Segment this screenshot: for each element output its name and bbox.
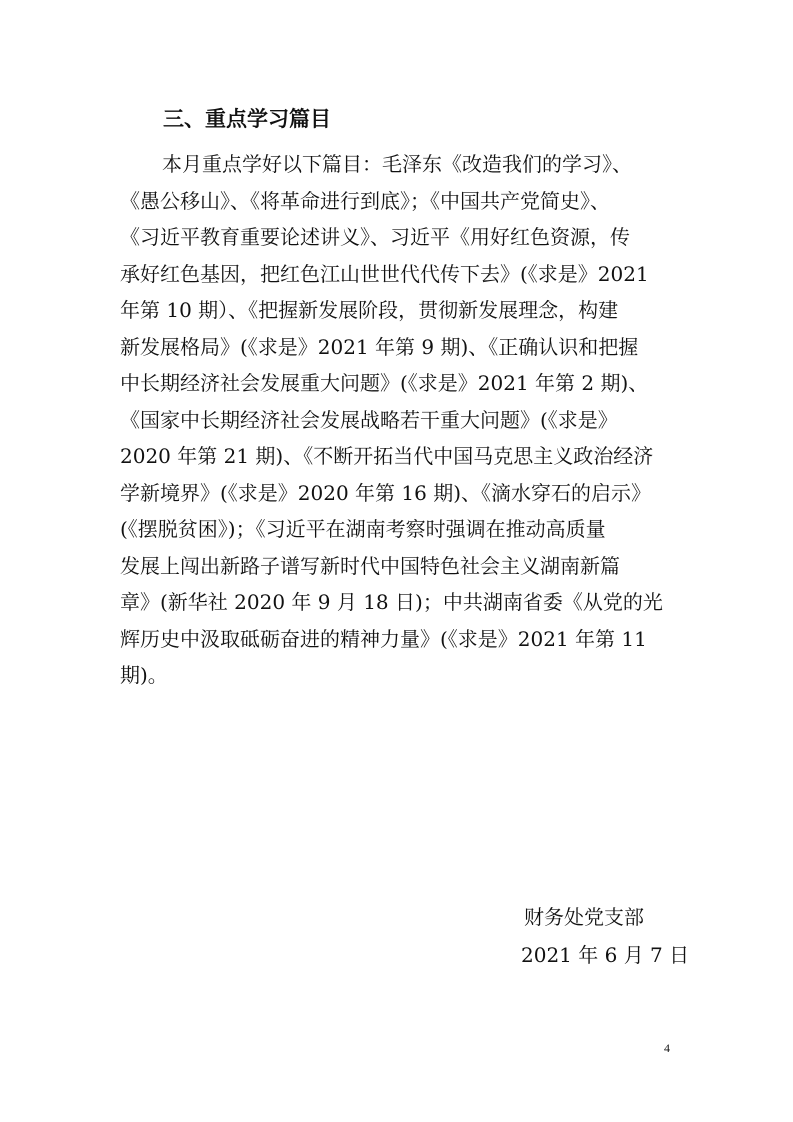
paragraph-line: 学新境界》(《求是》2020 年第 16 期)、《滴水穿石的启示》: [120, 480, 652, 505]
paragraph-line: 期)。: [120, 663, 168, 687]
paragraph-line: 中长期经济社会发展重大问题》(《求是》2021 年第 2 期)、: [120, 371, 649, 395]
section-heading: 三、重点学习篇目: [163, 107, 331, 131]
paragraph-line: 辉历史中汲取砥砺奋进的精神力量》(《求是》2021 年第 11: [120, 626, 647, 651]
signature-date: 2021 年 6 月 7 日: [521, 943, 690, 967]
paragraph-line: 章》(新华社 2020 年 9 月 18 日)；中共湖南省委《从党的光: [120, 590, 663, 614]
paragraph-line: 2020 年第 21 期)、《不断开拓当代中国马克思主义政治经济: [120, 444, 654, 468]
paragraph-line: 《习近平教育重要论述讲义》、习近平《用好红色资源，传: [120, 225, 630, 249]
paragraph-line: 新发展格局》(《求是》2021 年第 9 期)、《正确认识和把握: [120, 334, 639, 359]
page-number: 4: [664, 1041, 670, 1055]
paragraph-line: 发展上闯出新路子谱写新时代中国特色社会主义湖南新篇: [120, 553, 620, 578]
paragraph-line: 承好红色基因，把红色江山世世代代传下去》(《求是》2021: [120, 261, 649, 286]
paragraph-line: 年第 10 期）、《把握新发展阶段，贯彻新发展理念，构建: [120, 298, 619, 322]
paragraph-line: 《愚公移山》、《将革命进行到底》；《中国共产党简史》、: [120, 188, 610, 213]
paragraph-line: 《国家中长期经济社会发展战略若干重大问题》(《求是》: [120, 407, 618, 432]
signature-organization: 财务处党支部: [524, 905, 644, 929]
study-list-paragraph: [120, 146, 686, 694]
paragraph-line: 本月重点学好以下篇目：毛泽东《改造我们的学习》、: [162, 152, 632, 176]
paragraph-line: (《摆脱贫困》)；《习近平在湖南考察时强调在推动高质量: [120, 517, 606, 541]
